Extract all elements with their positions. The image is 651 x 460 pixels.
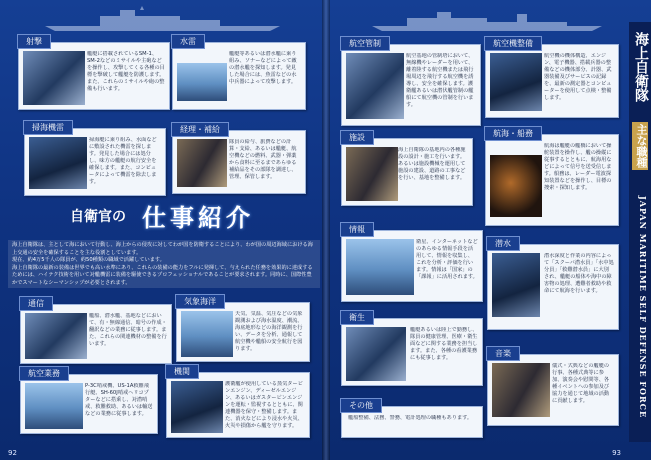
card-joho <box>341 225 483 302</box>
card-sonsui-text: 掃海艇に乗り組み、水面などに敷設された機雷を探します。発見した場合には処分し、味方の艦艇の航行安全を確保します。また、コンピュータによって機雷を除去します。 <box>89 137 157 185</box>
card-kokiseibi <box>485 39 619 118</box>
card-tsushin <box>20 299 172 364</box>
intro-paragraph: 現在、約4万5千人の隊員が、約50種類の職域で活躍しています。 <box>12 257 165 264</box>
card-tsushin-title: 通信 <box>19 296 53 311</box>
card-kisho-title: 気象海洋 <box>175 294 225 309</box>
card-kokukansei-text: 航空基地の管制塔において、無線機やレーダーを用いて、離着陸する航空機または飛行場周辺を飛行する航空機を誘導し、安全を確保します。護衛艦あるいは潜伏艦管制の艦船にて航空機の管制を行います。 <box>406 53 474 108</box>
card-sensui-text: 潜水深度と作業の内容によって「スクーバ潜水員」「水中処分員」「救難潜水員」に大別され、艦艇の船体や海中の障害物の処理、遭難者救助や救命にて航海を行います。 <box>544 253 614 294</box>
title-prefix: 自衛官の <box>70 209 126 225</box>
card-eisei-photo <box>346 327 406 381</box>
card-joho-text: 衛星、インターネットなどのあらゆる情報手段を活用して、情報を収集し、これを分析・評価を行います。情報は「国家」の「課報」に活用されます。 <box>416 239 478 280</box>
card-kisho-text: 天気、気温、気圧などの気象観測および海水温度、潮流、海底地形などの海洋観測を行い、データを分析、通報して航空機や艦船の安全航行を図ります。 <box>235 311 303 352</box>
card-sensui <box>487 239 619 330</box>
card-koukai-title: 航海・船務 <box>484 126 542 141</box>
title-block <box>60 196 300 236</box>
card-keiri-title: 経理・補給 <box>171 122 229 137</box>
card-suirai-photo <box>177 63 227 101</box>
card-koukai-photo <box>490 155 542 217</box>
card-kokiseibi-photo <box>490 53 542 111</box>
card-sonsui <box>24 123 166 196</box>
card-ongaku <box>487 349 619 426</box>
card-keiri-photo <box>177 139 227 187</box>
intro-paragraph: 海上自衛隊は、主として海において行動し、海上からの侵攻に対してわが国を防衛することにより、わが国の周辺海域における海上交通の安全を確保することを主な役割としています。 <box>12 242 313 256</box>
card-kikan-photo <box>171 381 223 433</box>
left-page <box>0 0 325 460</box>
right-page <box>327 0 651 460</box>
card-shisetsu-photo <box>346 147 398 201</box>
card-keiri-text: 隊員の給与、旅費などの計算・支給、あるいは艦艇、航空機などの燃料、武器・弾薬から食料に至るまであらゆる補給品をその部隊を調達し、管理、保管します。 <box>229 139 297 180</box>
card-ongaku-text: 儀式・式典などの艦艇の行事、各種式典等に参加、演奏会や慰問等、各種イベントへの参加及び協力を通じて地域の活動に貢献します。 <box>552 363 610 404</box>
card-suirai <box>172 37 306 110</box>
card-ongaku-photo <box>492 363 550 417</box>
page-number-left: 92 <box>8 449 17 457</box>
vertical-english-title: JAPAN MARITIME SELF DEFENSE FORCE <box>638 196 648 419</box>
card-koukai <box>485 129 619 226</box>
card-keiri <box>172 125 306 194</box>
card-kokiseibi-text: 航空機の機体構造、エンジン、電子機器、搭載兵器の整備などの機体部分、計器、武器装備及びサービスの記録を、最新の測定器とコンピューターを使用して点検・整備します。 <box>544 53 612 101</box>
card-kikan-text: 護衛艦が使用している蒸気タービンエンジン、ディーゼルエンジン、あるいはガスタービンエンジンを運転・監視するとともに、関連機器を保守・整備します。また、消火などにより浸水や火災、火災や損傷から艦を守ります。 <box>225 381 303 429</box>
card-sonsui-photo <box>29 137 87 189</box>
card-koukai-text: 航海は艦艇の艦橋において操舵装置を操作し、艦の操縦に従事するとともに、航海用などによって信号を送受信します。船務は、レーダー電波探知装置などを操作し、目標の捜索・探知します。 <box>544 143 612 191</box>
card-kokugyomu-title: 航空業務 <box>19 366 69 381</box>
card-shageki-title: 射撃 <box>17 34 51 49</box>
card-suirai-text: 艦艇等あるいは潜水艦に乗り組み、ソナーなどによって敵の潜水艦を探知します。発見した場合には、魚雷などの水中兵器によって攻撃します。 <box>229 51 297 85</box>
card-sonsui-title: 掃海機雷 <box>23 120 73 135</box>
intro-paragraph: 海上自衛隊の最新の装備は世界でも高い水準にあり、これらの装備の能力をフルに発揮して、与えられた任務を効果的に達成するためには、ハイテク技術を用いて対艦機雷に装備を駆使できるプロフェッショナルであることが要求されます。同時に、国際性豊かでスマートなシーマンシップが必要とされます。 <box>12 264 313 286</box>
vertical-subtitle: 主な職種 <box>632 122 648 170</box>
page-number-right: 93 <box>612 449 621 457</box>
card-ongaku-title: 音楽 <box>486 346 520 361</box>
card-kokukansei <box>341 39 481 126</box>
card-shageki <box>18 37 170 110</box>
card-sensui-photo <box>492 253 540 317</box>
card-eisei-text: 艦艇あるいは陸上で勤務し、隊員の健康管理、医療・衛生面などに関する業務を担当します。また、各種の看護業務にも従事します。 <box>410 327 478 361</box>
card-kokukansei-photo <box>346 53 404 119</box>
intro-text <box>8 240 320 288</box>
card-kokugyomu-text: P-3C哨戒機、US-1A救難飛行艇、SH-60J哨戒ヘリコプターなどに搭乗し、対潜哨戒、救難救助、あるいは輸送などの業務に従事します。 <box>85 383 153 417</box>
warship-silhouette-right <box>367 6 607 32</box>
card-tsushin-photo <box>25 313 87 359</box>
card-sonota <box>341 401 483 438</box>
card-joho-photo <box>346 239 414 295</box>
card-shageki-text: 艦艇に搭載されているSM-1、SM-2などのミサイルや主砲などを操作し、攻撃してくる各種の目標を撃破して艦艇を防護します。また、これらのミサイルや砲の整備も行います。 <box>87 51 165 92</box>
card-sonota-title: その他 <box>340 398 382 413</box>
warship-silhouette-left <box>40 6 290 32</box>
card-kikan-title: 機関 <box>165 364 199 379</box>
page-title: 仕事紹介 <box>142 203 254 232</box>
vertical-title-jmsdf: 海上自衛隊 <box>633 32 649 102</box>
card-shageki-photo <box>23 51 85 105</box>
card-shisetsu <box>341 133 473 206</box>
card-tsushin-text: 艦船、潜水艦、基地などにおいて、有・無線通信、暗号の作成・翻訳などの業務に従事します。また、これらの関連機材の整備を行います。 <box>89 313 167 347</box>
card-sonota-text: 艦船整備、法務、警務、電計処理の職種もあります。 <box>348 415 473 421</box>
card-eisei <box>341 313 483 386</box>
card-shisetsu-title: 施設 <box>340 130 374 145</box>
card-kisho <box>176 297 310 362</box>
card-joho-title: 情報 <box>340 222 374 237</box>
card-eisei-title: 衛生 <box>340 310 374 325</box>
card-kokugyomu-photo <box>25 383 83 429</box>
card-kokukansei-title: 航空管制 <box>340 36 390 51</box>
card-suirai-title: 水雷 <box>171 34 205 49</box>
card-kikan <box>166 367 310 438</box>
card-shisetsu-text: 海上自衛隊の基地内の各種施設の設計・施工を行います。あるいは施設機械を運用して施設の建設、道路の工事などを行い、基地を整備します。 <box>398 147 466 181</box>
card-kokiseibi-title: 航空機整備 <box>484 36 542 51</box>
card-kisho-photo <box>181 311 233 357</box>
card-sensui-title: 潜水 <box>486 236 520 251</box>
card-kokugyomu <box>20 369 158 434</box>
